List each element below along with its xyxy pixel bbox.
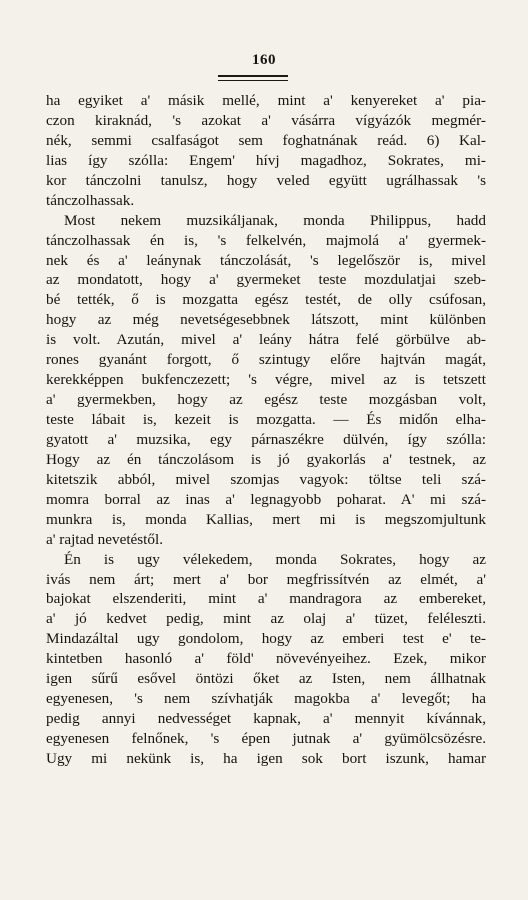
text-line: bajokat elszenderiti, mint a' mandragora az embereket, bbox=[46, 590, 486, 608]
body-text bbox=[46, 91, 486, 769]
text-line: czon kiraknád, 's azokat a' vásárra vígyázók megmér- bbox=[46, 111, 486, 129]
text-line: momra borral az inas a' legnagyobb poharat. A' mi szá- bbox=[46, 490, 486, 508]
text-line: a' rajtad nevetéstől. bbox=[46, 530, 164, 548]
header-rule bbox=[218, 75, 288, 81]
text-line: egyenesen, 's nem szívhatják magokba a' levegőt; ha bbox=[46, 690, 486, 708]
text-line: a' jó kedvet pedig, mint az olaj a' tüzet, feléleszti. bbox=[46, 610, 486, 628]
text-line: Ugy mi nekünk is, ha igen sok bort iszunk, hamar bbox=[46, 749, 486, 767]
text-line: ha egyiket a' másik mellé, mint a' kenyereket a' pia- bbox=[46, 92, 486, 109]
text-line: munkra is, monda Kallias, mert mi is megszomjultunk bbox=[46, 510, 486, 528]
text-line: kor tánczolni tanulsz, hogy veled együtt ugrálhassak 's bbox=[46, 171, 486, 189]
text-line: bé tették, ő is mozgatta egész testét, de olly csúfosan, bbox=[46, 291, 486, 309]
text-line: Mindazáltal ugy gondolom, hogy az emberi test e' te- bbox=[46, 630, 486, 648]
text-line: Most nekem muzsikáljanak, monda Philippus, hadd bbox=[64, 211, 486, 229]
text-line: gyatott a' muzsika, egy párnaszékre dülvén, így szólla: bbox=[46, 430, 486, 448]
text-line: ivás nem árt; mert a' bor megfrissítvén az elmét, a' bbox=[46, 570, 486, 588]
text-line: is volt. Azután, mivel a' leány hátra felé görbülve ab- bbox=[46, 331, 486, 349]
text-line: kerekképpen bukfenczezett; 's végre, mivel az is tetszett bbox=[46, 371, 486, 389]
text-line: igen sűrű esővel öntözi őket az Isten, nem állhatnak bbox=[46, 670, 486, 688]
text-line: kintetben hasonló a' föld' növevényeihez. Ezek, mikor bbox=[46, 650, 486, 668]
text-line: a' gyermekben, hogy az egész teste mozgásban volt, bbox=[46, 391, 486, 409]
text-line: teste lábait is, kezeit is mozgatta. — És midőn elha- bbox=[46, 411, 486, 428]
text-line: rones gyanánt forgott, ő szintugy előre hajtván magát, bbox=[46, 351, 486, 369]
page-number: 160 bbox=[252, 52, 276, 68]
text-line: pedig annyi nedvességet kapnak, a' mennyit kívánnak, bbox=[46, 710, 486, 728]
text-line: kitetszik abból, mivel szomjas vagyok: töltse teli szá- bbox=[46, 470, 486, 488]
text-line: az mondatott, hogy a' gyermeket teste mozdulatjai szeb- bbox=[46, 271, 486, 289]
text-line: Én is ugy vélekedem, monda Sokrates, hogy az bbox=[64, 550, 486, 568]
text-line: Hogy az én tánczolásom is jó gyakorlás a' testnek, az bbox=[46, 450, 486, 468]
text-line: egyenesen felnőnek, 's épen jutnak a' gyümölcsözésre. bbox=[46, 730, 486, 747]
text-line: nek és a' leánynak tánczolását, 's legelőször is, mivel bbox=[46, 251, 486, 269]
text-line: hogy az még nevetségesebbnek látszott, mint különben bbox=[46, 311, 486, 329]
text-line: lias így szólla: Engem' hívj magadhoz, Sokrates, mi- bbox=[46, 151, 486, 169]
text-line: tánczolhassak. bbox=[46, 191, 135, 209]
text-line: nék, semmi csalfaságot sem foghatnának reád. 6) Kal- bbox=[46, 131, 486, 149]
text-line: tánczolhassak én is, 's felkelvén, majmolá a' gyermek- bbox=[46, 231, 486, 249]
